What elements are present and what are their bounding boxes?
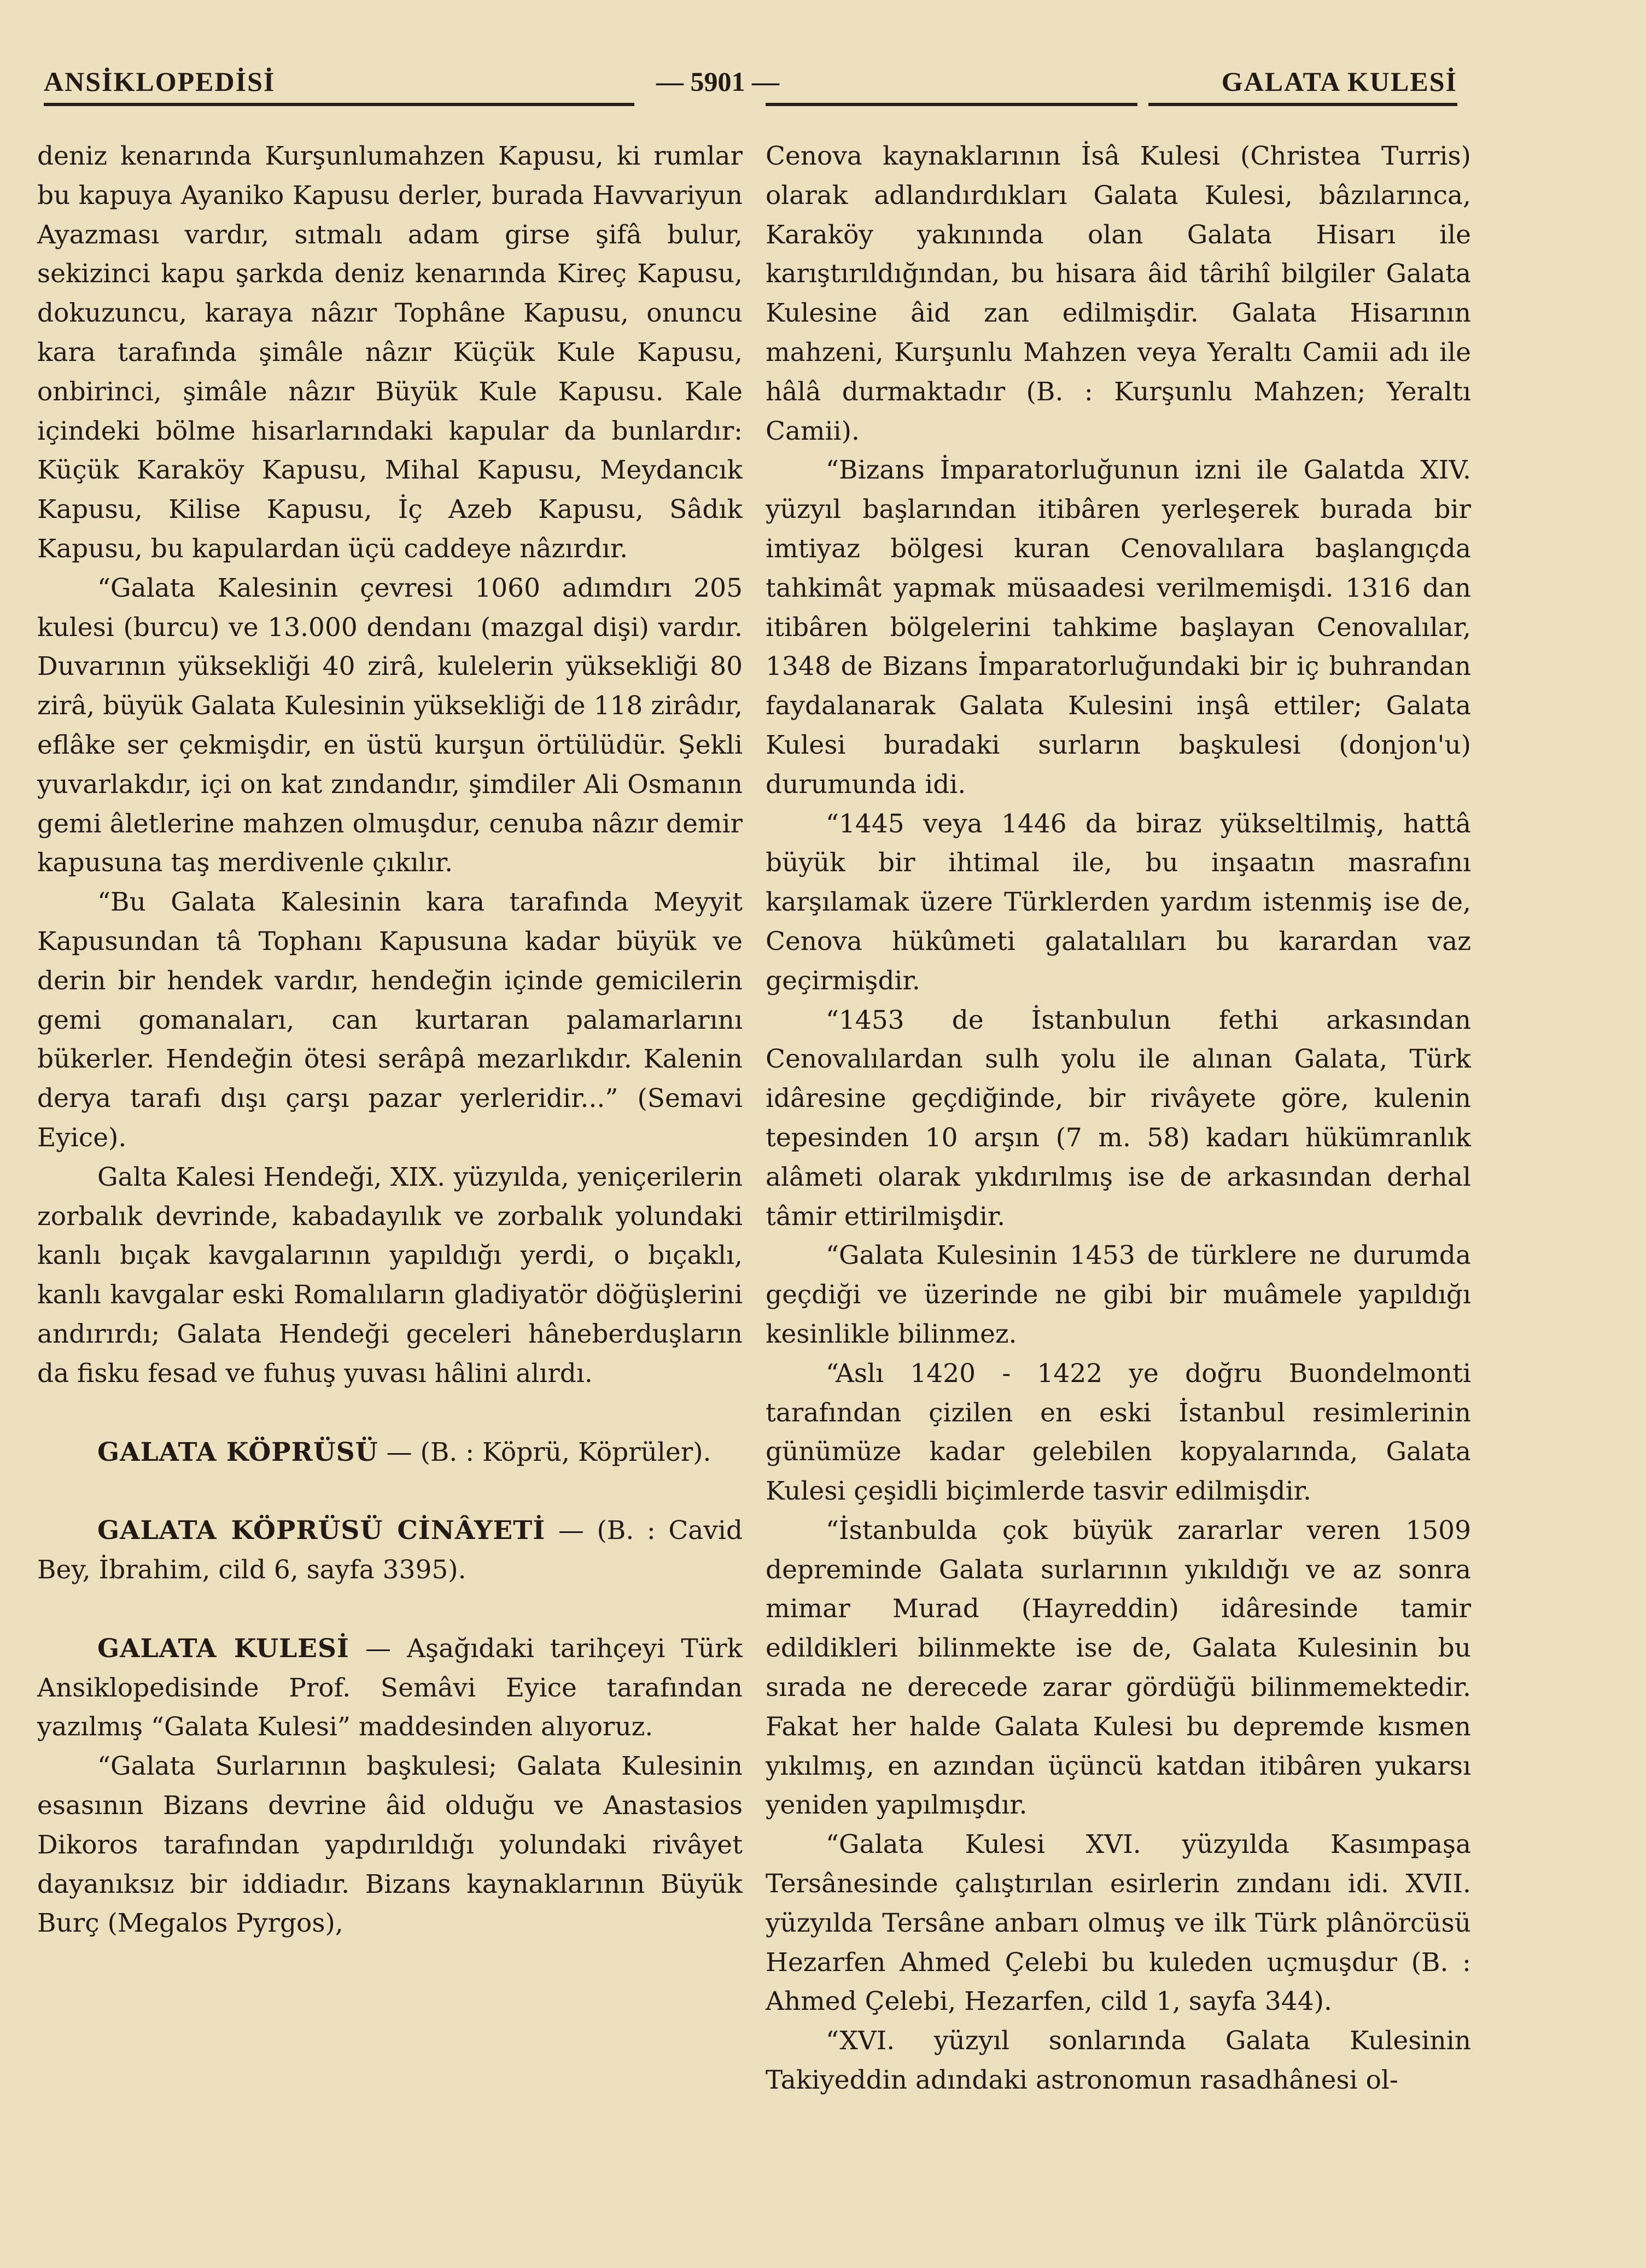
paragraph: “İstanbulda çok büyük zararlar veren 1509 depreminde Galata surlarının yıkıldığı ve az sonra mimar Murad (Hayreddin) idâresinde tamir edildikleri bilinmekte ise de, Galata Kulesinin bu sırada ne derecede zarar gördüğü bilinmemektedir. Fakat her halde Galata Kulesi bu depremde kısmen yıkılmış, en azından üçüncü katdan itibâren yukarsı yeniden yapılmışdır. <box>766 1515 1471 1821</box>
header-rule-left <box>44 103 634 106</box>
entry-text: — (B. : Köprü, Köprüler). <box>378 1437 711 1467</box>
paragraph: deniz kenarında Kurşunlumahzen Kapusu, ki rumlar bu kapuya Ayaniko Kapusu derler, burada Havvariyun Ayazması vardır, sıtmalı adam girse şifâ bulur, sekizinci kapu şarkda deniz kenarında Kireç Kapusu, dokuzuncu, karaya nâzır Tophâne Kapusu, onuncu kara tarafında şimâle nâzır Küçük Kule Kapusu, onbirinci, şimâle nâzır Büyük Kule Kapusu. Kale içindeki bölme hisarlarındaki kapular da bunlardır: Küçük Karaköy Kapusu, Mihal Kapusu, Meydancık Kapusu, Kilise Kapusu, İç Azeb Kapusu, Sâdık Kapusu, bu kapulardan üçü caddeye nâzırdır. <box>37 141 743 564</box>
paragraph: “1445 veya 1446 da biraz yükseltilmiş, hattâ büyük bir ihtimal ile, bu inşaatın masrafını karşılamak üzere Türklerden yardım istenmiş ise de, Cenova hükûmeti galatalıları bu karardan vaz geçirmişdir. <box>766 808 1471 996</box>
page-number: — 5901 — <box>656 66 779 97</box>
entry-text: — Aşağıdaki tarihçeyi Türk Ansiklopedisinde Prof. Semâvi Eyice tarafından yazılmış “Galata Kulesi” maddesinden alıyoruz. <box>37 1633 743 1742</box>
entry-galata-kulesi <box>37 1629 743 1747</box>
paragraph: “Galata Kulesinin 1453 de türklere ne durumda geçdiği ve üzerinde ne gibi bir muâmele yapıldığı kesinlikle bilinmez. <box>766 1240 1471 1349</box>
entry-title: GALATA KÖPRÜSÜ CİNÂYETİ <box>97 1515 546 1546</box>
paragraph: “Galata Surlarının başkulesi; Galata Kulesinin esasının Bizans devrine âid olduğu ve Anastasios Dikoros tarafından yapdırıldığı yolundaki rivâyet dayanıksız bir iddiadır. Bizans kaynaklarının Büyük Burç (Megalos Pyrgos), <box>37 1751 743 1939</box>
header-rule-middle <box>766 103 1137 106</box>
paragraph: “Galata Kalesinin çevresi 1060 adımdırı 205 kulesi (burcu) ve 13.000 dendanı (mazgal dişi) vardır. Duvarının yüksekliği 40 zirâ, kulelerin yüksekliği 80 zirâ, büyük Galata Kulesinin yüksekliği de 118 zirâdır, eflâke ser çekmişdir, en üstü kurşun örtülüdür. Şekli yuvarlakdır, içi on kat zındandır, şimdiler Ali Osmanın gemi âletlerine mahzen olmuşdur, cenuba nâzır demir kapusuna taş merdivenle çıkılır. <box>37 573 743 878</box>
paragraph: “Aslı 1420 - 1422 ye doğru Buondelmonti tarafından çizilen en eski İstanbul resimlerinin günümüze kadar gelebilen kopyalarında, Galata Kulesi çeşidli biçimlerde tasvir edilmişdir. <box>766 1358 1471 1507</box>
header-left-title: ANSİKLOPEDİSİ <box>44 66 276 97</box>
paragraph: “Galata Kulesi XVI. yüzyılda Kasımpaşa Tersânesinde çalıştırılan esirlerin zındanı idi. XVII. yüzyılda Tersâne anbarı olmuş ve ilk Türk plânörcüsü Hezarfen Ahmed Çelebi bu kuleden uçmuşdur (B. : Ahmed Çelebi, Hezarfen, cild 1, sayfa 344). <box>766 1829 1471 2017</box>
paragraph: “XVI. yüzyıl sonlarında Galata Kulesinin Takiyeddin adındaki astronomun rasadhânesi ol- <box>766 2026 1471 2096</box>
paragraph: “Bizans İmparatorluğunun izni ile Galatda XIV. yüzyıl başlarından itibâren yerleşerek burada bir imtiyaz bölgesi kuran Cenovalılara başlangıçda tahkimât yapmak müsaadesi verilmemişdi. 1316 dan itibâren bölgelerini tahkime başlayan Cenovalılar, 1348 de Bizans İmparatorluğundaki bir iç buhrandan faydalanarak Galata Kulesini inşâ ettiler; Galata Kulesi buradaki surların başkulesi (donjon'u) durumunda idi. <box>766 455 1471 800</box>
left-column <box>37 137 743 1943</box>
entry-galata-koprusu <box>37 1433 743 1472</box>
entry-title: GALATA KÖPRÜSÜ <box>97 1437 378 1467</box>
entry-title: GALATA KULESİ <box>97 1633 349 1664</box>
header-right-title: GALATA KULESİ <box>1221 66 1457 97</box>
paragraph: “Bu Galata Kalesinin kara tarafında Meyyit Kapusundan tâ Tophanı Kapusuna kadar büyük ve derin bir hendek vardır, hendeğin içinde gemicilerin gemi gomanaları, can kurtaran palamarlarını bükerler. Hendeğin ötesi serâpâ mezarlıkdır. Kalenin derya tarafı dışı çarşı pazar yerleridir...” (Semavi Eyice). <box>37 887 743 1153</box>
entry-galata-koprusu-cinayeti <box>37 1511 743 1590</box>
entry-text: — (B. : Cavid Bey, İbrahim, cild 6, sayfa 3395). <box>37 1515 743 1585</box>
header-rule-right <box>1148 103 1457 106</box>
page-header <box>44 61 1457 105</box>
paragraph: Cenova kaynaklarının İsâ Kulesi (Christea Turris) olarak adlandırdıkları Galata Kulesi, bâzılarınca, Karaköy yakınında olan Galata Hisarı ile karıştırıldığından, bu hisara âid târihî bilgiler Galata Kulesine âid zan edilmişdir. Galata Hisarının mahzeni, Kurşunlu Mahzen veya Yeraltı Camii adı ile hâlâ durmaktadır (B. : Kurşunlu Mahzen; Yeraltı Camii). <box>766 141 1471 446</box>
right-column <box>766 137 1471 2100</box>
paragraph: “1453 de İstanbulun fethi arkasından Cenovalılardan sulh yolu ile alınan Galata, Türk idâresine geçdiğinde, bir rivâyete göre, kulenin tepesinden 10 arşın (7 m. 58) kadarı hükümranlık alâmeti olarak yıkdırılmış ise de arkasından derhal tâmir ettirilmişdir. <box>766 1005 1471 1232</box>
paragraph: Galta Kalesi Hendeği, XIX. yüzyılda, yeniçerilerin zorbalık devrinde, kabadayılık ve zorbalık yolundaki kanlı bıçak kavgalarının yapıldığı yerdi, o bıçaklı, kanlı kavgalar eski Romalıların gladiyatör döğüşlerini andırırdı; Galata Hendeği geceleri hâneberduşların da fisku fesad ve fuhuş yuvası hâlini alırdı. <box>37 1162 743 1389</box>
